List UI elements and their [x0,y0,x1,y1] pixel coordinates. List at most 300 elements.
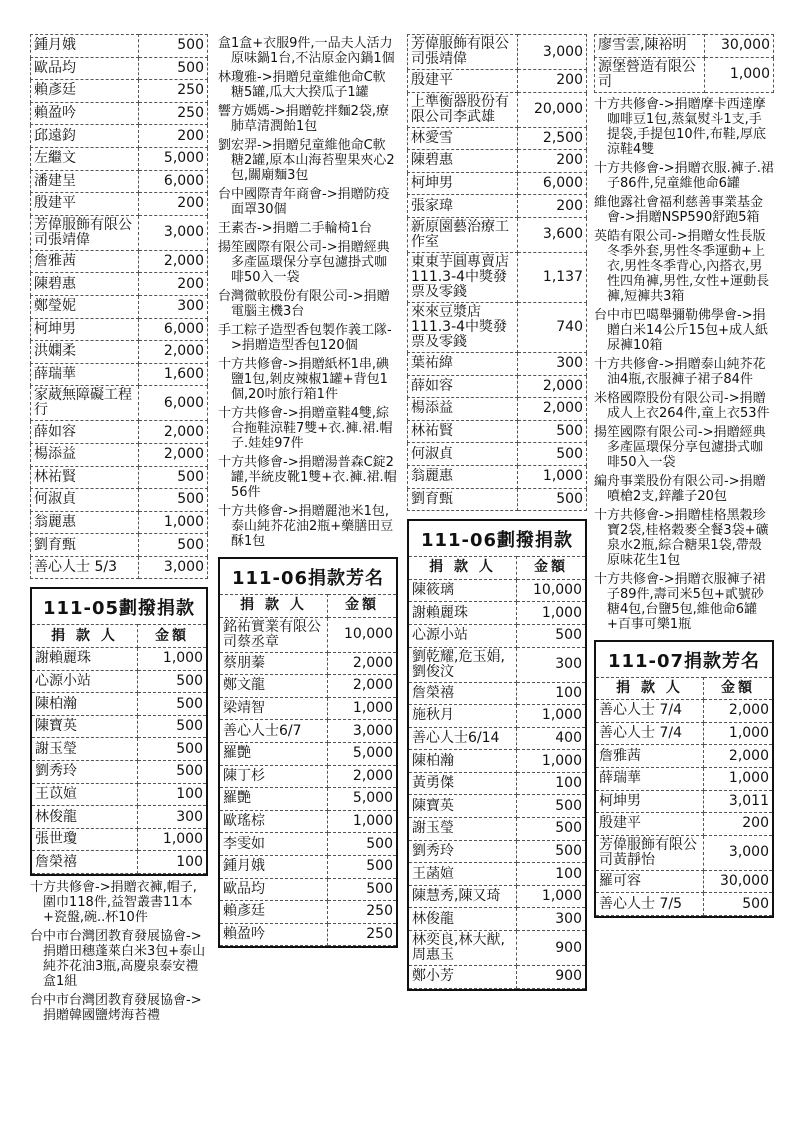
donor-name: 何淑貞 [408,443,518,466]
donation-amount: 500 [517,818,586,841]
donation-note: 王素杏->捐贈二手輪椅1台 [218,221,372,236]
donor-name: 謝賴麗珠 [409,602,517,625]
table-row [596,767,772,790]
donation-amount: 100 [517,863,586,886]
donation-amount: 100 [517,772,586,795]
donor-name: 芳偉服飾有限公司張靖偉 [31,215,139,250]
donor-name: 林祐賢 [408,420,518,443]
donation-amount: 500 [139,534,208,557]
table-row [409,727,585,750]
donor-name: 殷建平 [596,813,704,836]
donation-amount: 1,000 [704,722,773,745]
table-row [31,511,208,534]
donor-name: 歐品均 [220,878,328,901]
table-row [408,352,587,375]
donation-amount: 1,000 [138,648,207,671]
donor-name: 劉秀玲 [409,840,517,863]
table-row [409,931,585,966]
donor-name: 心源小站 [32,670,138,693]
donor-name: 柯坤男 [31,318,139,341]
donor-name: 殷建平 [31,193,139,216]
donor-name: 洪嫻柔 [31,341,139,364]
donation-box [594,640,774,918]
table-row [31,295,208,318]
donor-name: 芳偉服飾有限公司張靖偉 [408,35,518,70]
donation-amount: 500 [139,35,208,58]
donor-name: 陳碧惠 [408,150,518,173]
donation-amount: 250 [139,80,208,103]
donor-name: 翁麗惠 [31,511,139,534]
donation-amount: 200 [139,193,208,216]
donor-name: 陳寶英 [32,715,138,738]
donation-amount: 2,500 [518,127,587,150]
table-row [408,172,587,195]
donor-name: 心源小站 [409,624,517,647]
table-row [408,127,587,150]
donor-name: 歐品均 [31,57,139,80]
box-table [596,677,772,916]
table-row [409,966,585,989]
donor-name: 芳偉服飾有限公司黃靜怡 [596,835,704,870]
donor-name: 薛如容 [408,375,518,398]
table-row [596,893,772,916]
table-row [408,488,587,511]
table-row [408,35,587,70]
table-row [408,465,587,488]
table-row [409,705,585,728]
table-row [31,421,208,444]
donor-name: 羅艷 [220,788,328,811]
donation-notes [30,880,208,1023]
donor-name: 殷建平 [408,70,518,93]
donation-table [407,34,587,511]
table-row [408,443,587,466]
donor-name: 陳碧惠 [31,273,139,296]
table-row [220,652,396,675]
donation-table [594,34,774,93]
donation-amount: 1,000 [705,57,774,92]
donor-name: 詹雅茜 [596,745,704,768]
table-row [408,217,587,252]
table-row [31,318,208,341]
table-row [32,738,206,761]
table-row [220,855,396,878]
donor-name: 善心人士 7/5 [596,893,704,916]
donor-name: 林奕良,林大猷,周惠玉 [409,931,517,966]
donor-name: 善心人士 7/4 [596,722,704,745]
donor-name: 羅可容 [596,870,704,893]
donor-name: 陳柏瀚 [409,750,517,773]
donation-amount: 2,000 [518,375,587,398]
donor-name: 楊添益 [31,443,139,466]
donation-note: 十方共修會->捐贈童鞋4雙,綜合拖鞋涼鞋7雙+衣.褲.裙.帽子.娃娃97件 [218,406,393,451]
table-row [408,398,587,421]
table-row [409,750,585,773]
column-2 [218,32,398,948]
donation-amount: 250 [328,923,397,946]
donation-amount: 1,000 [517,705,586,728]
donation-amount: 500 [517,840,586,863]
table-row [409,840,585,863]
table-row [596,790,772,813]
donor-name: 葉祐緯 [408,352,518,375]
donation-note: 響方媽媽->捐贈乾拌麵2袋,療肺草清潤飴1包 [218,104,389,134]
column-4 [594,34,774,918]
donor-name: 銘祐實業有限公司蔡丞章 [220,617,328,652]
donor-name: 蔡朋蓁 [220,652,328,675]
column-1 [30,34,208,1027]
donation-amount: 6,000 [139,170,208,193]
table-row [408,375,587,398]
box-table [220,594,396,946]
donor-name: 薛瑞華 [31,363,139,386]
header-amount: 金額 [138,625,207,648]
donor-name: 邱遠鈞 [31,125,139,148]
header-amount: 金額 [328,595,397,618]
table-row [220,697,396,720]
table-row [32,851,206,874]
donation-amount: 10,000 [517,579,586,602]
donation-amount: 100 [517,682,586,705]
box-table [32,624,206,874]
table-row [408,92,587,127]
donation-amount: 500 [138,670,207,693]
table-row [32,648,206,671]
table-row [409,885,585,908]
table-header [596,677,772,700]
header-amount: 金額 [517,557,586,580]
donation-amount: 1,000 [517,602,586,625]
donation-amount: 1,000 [517,750,586,773]
donation-amount: 250 [328,901,397,924]
donation-amount: 500 [517,624,586,647]
donor-name: 新原園藝治療工作室 [408,217,518,252]
donation-amount: 2,000 [139,341,208,364]
table-row [220,720,396,743]
donation-box [218,557,398,948]
donation-note: 十方共修會->捐贈衣服褲子裙子89件,壽司米5包+貳號砂糖4包,台鹽5包,維他命6罐+百事可樂1瓶 [594,571,766,632]
donor-name: 鍾月娥 [220,855,328,878]
table-row [596,745,772,768]
table-row [31,466,208,489]
donation-amount: 2,000 [139,250,208,273]
donation-amount: 300 [517,647,586,682]
donor-name: 賴盈吟 [220,923,328,946]
donor-name: 何淑貞 [31,489,139,512]
header-donor: 捐 款 人 [409,557,517,580]
donor-name: 鄭瑩妮 [31,295,139,318]
donation-amount: 500 [138,693,207,716]
donor-name: 詹榮禧 [409,682,517,705]
donor-name: 劉乾耀,危玉娟,劉俊汶 [409,647,517,682]
donation-amount: 3,011 [704,790,773,813]
donation-amount: 3,000 [139,556,208,579]
donation-note: 劉宏羿->捐贈兒童維他命C軟糖2罐,原本山海苔聖果夾心2包,關廟麵3包 [218,138,395,183]
table-row [31,443,208,466]
table-row [220,675,396,698]
donor-name: 翁麗惠 [408,465,518,488]
donation-amount: 740 [518,302,587,352]
donation-amount: 300 [517,908,586,931]
donation-amount: 500 [139,57,208,80]
donation-note: 台灣微軟股份有限公司->捐贈電腦主機3台 [218,289,390,319]
donation-amount: 2,000 [328,675,397,698]
donation-amount: 1,000 [518,465,587,488]
donation-notes [594,97,774,632]
donation-note: 維他露社會福利慈善事業基金會->捐贈NSP590舒跑5箱 [594,194,764,225]
header-amount: 金額 [704,677,773,700]
table-row [596,835,772,870]
donation-box [30,587,208,876]
donation-note: 十方共修會->捐贈麗池米1包,泰山純芥花油2瓶+藥膳田豆酥1包 [218,504,394,549]
donation-amount: 200 [139,273,208,296]
table-row [32,783,206,806]
donation-amount: 1,600 [139,363,208,386]
donation-note: 台中市巴噶舉彌勒佛學會->捐贈白米14公斤15包+成人紙尿褲10箱 [594,307,768,353]
table-header [32,625,206,648]
donor-name: 林俊龍 [32,806,138,829]
donor-name: 薛如容 [31,421,139,444]
table-row [596,813,772,836]
table-row [220,742,396,765]
table-row [409,863,585,886]
table-row [409,772,585,795]
table-row [596,722,772,745]
box-title: 111-07捐款芳名 [607,650,761,672]
donation-note: 台中國際青年商會->捐贈防疫面罩30個 [218,187,390,217]
donor-name: 鄭文龍 [220,675,328,698]
donor-name: 陳慧秀,陳又琦 [409,885,517,908]
table-row [31,102,208,125]
table-header [409,557,585,580]
table-row [31,57,208,80]
donation-amount: 5,000 [328,788,397,811]
table-row [408,252,587,302]
donation-amount: 6,000 [139,386,208,421]
donor-name: 左繼文 [31,147,139,170]
donation-amount: 1,000 [138,828,207,851]
donor-name: 張家瑋 [408,195,518,218]
box-title: 111-05劃撥捐款 [42,598,196,620]
table-row [31,250,208,273]
donation-amount: 900 [517,966,586,989]
donation-amount: 3,000 [139,215,208,250]
table-row [220,833,396,856]
donor-name: 來來豆漿店111.3-4中獎發票及零錢 [408,302,518,352]
donor-name: 黃勇傑 [409,772,517,795]
header-donor: 捐 款 人 [220,595,328,618]
donation-amount: 1,000 [328,697,397,720]
donor-name: 張世瓊 [32,828,138,851]
donation-amount: 5,000 [328,742,397,765]
donor-name: 劉育甄 [408,488,518,511]
donation-amount: 1,000 [517,885,586,908]
table-row [31,534,208,557]
donation-amount: 500 [328,833,397,856]
donor-name: 詹雅茜 [31,250,139,273]
table-row [409,795,585,818]
donation-amount: 500 [138,761,207,784]
table-row [220,788,396,811]
donor-name: 賴盈吟 [31,102,139,125]
donation-amount: 500 [328,878,397,901]
donation-amount: 3,600 [518,217,587,252]
donation-note: 米格國際股份有限公司->捐贈成人上衣264件,童上衣53件 [594,390,770,421]
donor-name: 謝賴麗珠 [32,648,138,671]
donation-amount: 3,000 [704,835,773,870]
table-row [31,125,208,148]
donor-name: 東東芋圓專賣店111.3-4中獎發票及零錢 [408,252,518,302]
box-title: 111-06劃撥捐款 [420,530,574,552]
table-row [32,806,206,829]
donor-name: 善心人士6/14 [409,727,517,750]
table-row [409,818,585,841]
donor-name: 楊添益 [408,398,518,421]
table-row [595,57,774,92]
table-row [409,682,585,705]
donation-note: 十方共修會->捐贈桂格黑穀珍寶2袋,桂格穀麥全餐3袋+礦泉水2瓶,綜合糖果1袋,帶殼原味花生1包 [594,507,769,568]
table-row [31,35,208,58]
donation-amount: 6,000 [518,172,587,195]
donation-amount: 30,000 [705,35,774,58]
table-row [409,647,585,682]
donation-note: 手工粽子造型香包製作義工隊->捐贈造型香包120個 [218,323,392,353]
donation-amount: 1,137 [518,252,587,302]
table-row [31,363,208,386]
donation-amount: 2,000 [518,398,587,421]
donor-name: 歐瑤棕 [220,810,328,833]
donation-amount: 2,000 [704,700,773,723]
donor-name: 林愛雪 [408,127,518,150]
donor-name: 李雯如 [220,833,328,856]
donor-name: 羅艷 [220,742,328,765]
donor-name: 林俊龍 [409,908,517,931]
table-row [31,386,208,421]
table-row [596,700,772,723]
donation-amount: 500 [139,466,208,489]
donor-name: 陳柏瀚 [32,693,138,716]
donor-name: 林祐賢 [31,466,139,489]
table-row [31,193,208,216]
donor-name: 劉育甄 [31,534,139,557]
donation-note: 台中市台灣团教育發展協會->捐贈韓國鹽烤海苔禮 [30,993,202,1023]
table-row [409,624,585,647]
donation-amount: 100 [138,851,207,874]
donor-name: 柯坤男 [408,172,518,195]
donation-amount: 2,000 [139,421,208,444]
donation-note: 十方共修會->捐贈紙杯1串,碘鹽1包,剝皮辣椒1罐+背包1個,20吋旅行箱1件 [218,357,389,402]
donation-amount: 500 [518,420,587,443]
donor-name: 潘建呈 [31,170,139,193]
donor-name: 王苡媗 [32,783,138,806]
donation-amount: 100 [138,783,207,806]
table-row [32,693,206,716]
donation-amount: 500 [517,795,586,818]
table-header [220,595,396,618]
donation-amount: 500 [518,488,587,511]
column-3 [407,34,587,991]
donation-amount: 2,000 [704,745,773,768]
donation-amount: 3,000 [328,720,397,743]
donation-amount: 400 [517,727,586,750]
box-title: 111-06捐款芳名 [231,568,385,589]
table-row [409,908,585,931]
table-row [32,670,206,693]
donor-name: 詹榮禧 [32,851,138,874]
donor-name: 施秋月 [409,705,517,728]
donation-amount: 1,000 [139,511,208,534]
donation-amount: 500 [138,715,207,738]
donor-name: 善心人士6/7 [220,720,328,743]
table-row [409,579,585,602]
table-row [408,302,587,352]
donation-note: 十方共修會->捐贈摩卡西達摩咖啡豆1包,蒸氣熨斗1支,手提袋,手提包10件,布鞋,厚底涼鞋4雙 [594,96,766,157]
table-row [32,828,206,851]
donation-amount: 6,000 [139,318,208,341]
table-row [31,556,208,579]
table-row [220,923,396,946]
donor-name: 鄭小芳 [409,966,517,989]
donation-table [30,34,208,579]
table-row [31,273,208,296]
donation-amount: 1,000 [704,767,773,790]
donation-amount: 200 [518,195,587,218]
donor-name: 家葳無障礙工程行 [31,386,139,421]
donation-amount: 300 [139,295,208,318]
donation-amount: 5,000 [139,147,208,170]
donation-note: 十方共修會->捐贈衣褲,帽子,圍巾118件,益智叢書11本+瓷盤,碗..杯10件 [30,880,197,925]
donation-amount: 500 [518,443,587,466]
donation-amount: 200 [139,125,208,148]
donation-amount: 200 [704,813,773,836]
donor-name: 王菡媗 [409,863,517,886]
table-row [220,617,396,652]
donation-amount: 500 [328,855,397,878]
donor-name: 賴彥廷 [31,80,139,103]
donation-amount: 900 [517,931,586,966]
donor-name: 上準衡器股份有限公司李武雄 [408,92,518,127]
table-row [31,489,208,512]
donation-note: 編舟事業股份有限公司->捐贈噴槍2支,鋅離子20包 [594,473,766,504]
donation-note: 揚笙國際有限公司->捐贈經典多產區環保分享包濾掛式咖啡50入一袋 [218,240,390,285]
donor-name: 源堡營造有限公司 [595,57,705,92]
box-table [409,556,585,989]
table-row [220,765,396,788]
donation-amount: 3,000 [518,35,587,70]
donation-note: 盒1盒+衣服9件,一品夫人活力原味鍋1台,不沾原金內鍋1個 [218,36,395,66]
table-row [32,715,206,738]
donation-amount: 10,000 [328,617,397,652]
donation-note: 揚笙國際有限公司->捐贈經典多產區環保分享包濾掛式咖啡50入一袋 [594,424,766,470]
donation-note: 十方共修會->捐贈衣服.褲子.裙子86件,兒童維他命6罐 [594,160,774,191]
donor-name: 梁靖智 [220,697,328,720]
donor-name: 柯坤男 [596,790,704,813]
donation-amount: 1,000 [328,810,397,833]
table-row [408,195,587,218]
donation-amount: 500 [139,489,208,512]
donor-name: 謝玉瑩 [409,818,517,841]
table-row [31,215,208,250]
donation-amount: 500 [704,893,773,916]
table-row [596,870,772,893]
donor-name: 謝玉瑩 [32,738,138,761]
donation-note: 英皓有限公司->捐贈女性長版冬季外套,男性冬季運動+上衣,男性冬季背心,內搭衣,男性四角褲,男性,女性+運動長褲,短褲共3箱 [594,228,770,304]
donor-name: 廖雪雲,陳裕明 [595,35,705,58]
donation-amount: 500 [138,738,207,761]
donation-amount: 20,000 [518,92,587,127]
donation-note: 十方共修會->捐贈湯普森C錠2罐,半統皮靴1雙+衣.褲.裙.帽56件 [218,455,397,500]
donor-name: 賴彥廷 [220,901,328,924]
